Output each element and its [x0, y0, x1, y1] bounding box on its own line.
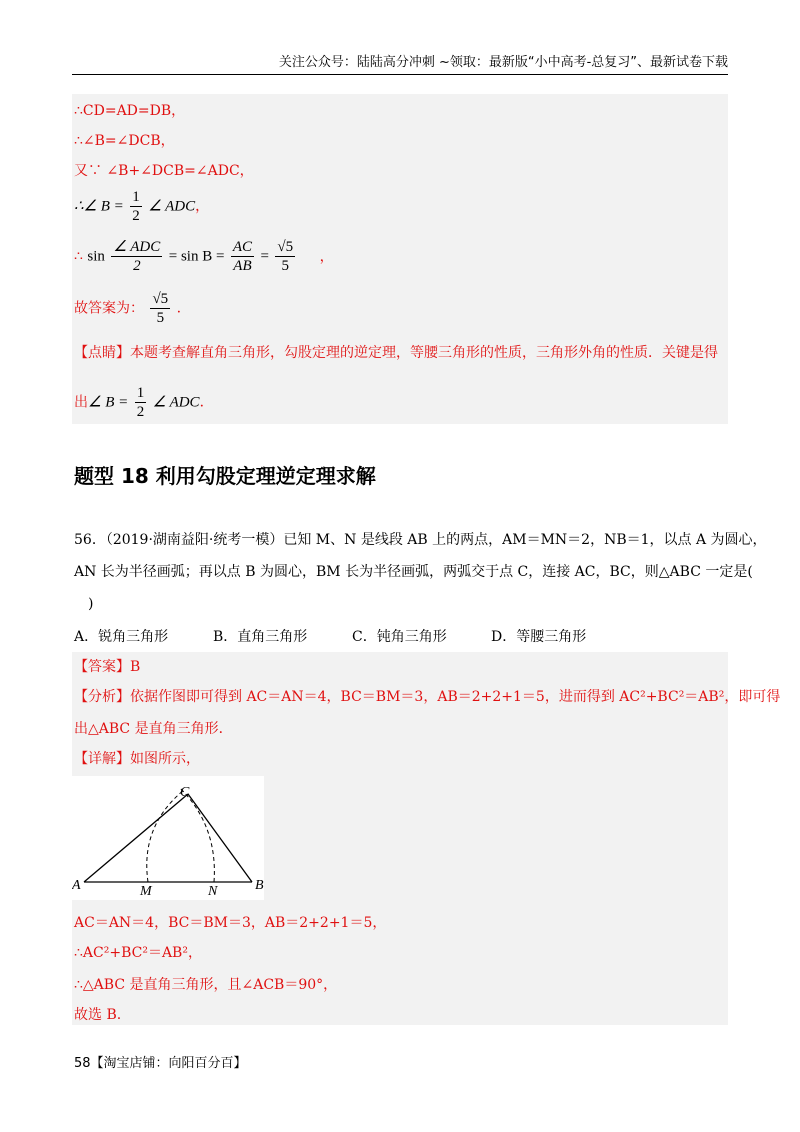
fraction-denominator: 5 [156, 310, 165, 326]
fraction-numerator: AC [232, 239, 253, 255]
arc-from-b [147, 790, 184, 882]
fraction-half [130, 188, 142, 225]
fraction-ac-over-ab [231, 238, 254, 275]
section-title: 题型 18 利用勾股定理逆定理求解 [74, 464, 376, 488]
fraction-denominator: 2 [136, 404, 145, 420]
fraction-numerator: 1 [132, 189, 140, 205]
detail-line1: AC＝AN＝4，BC＝BM＝3，AB＝2+2+1＝5， [74, 915, 387, 931]
answer-line: 【答案】B [74, 659, 141, 675]
fraction-numerator: √5 [152, 291, 169, 307]
fraction-sqrt5-over-5 [275, 238, 295, 275]
question-line1: 56．（2019·湖南益阳·统考一模）已知 M、N 是线段 AB 上的两点，AM＝MN＝2，NB＝1，以点 A 为圆心， [74, 532, 767, 548]
detail-line2: ∴AC²+BC²＝AB²， [74, 945, 202, 961]
label-n: N [208, 884, 218, 899]
fraction-numerator: ∠ ADC [113, 239, 161, 255]
solution1-line3: 又∵ ∠B+∠DCB=∠ADC， [74, 163, 254, 179]
fraction-half [135, 384, 147, 421]
solution1-comment-line1: 【点睛】本题考查解直角三角形，勾股定理的逆定理，等腰三角形的性质，三角形外角的性质．关键是得 [74, 345, 718, 361]
solution1-line4 [74, 188, 209, 225]
equation-lhs: ∴∠ B = [74, 198, 124, 215]
equation-rhs: ∠ ADC [148, 198, 196, 215]
question-line3: ) [88, 596, 94, 612]
line-end: ， [195, 198, 210, 215]
fraction-denominator: 2 [133, 258, 141, 274]
label-m: M [140, 884, 152, 899]
page-header [72, 54, 728, 75]
fraction-denominator: AB [233, 258, 252, 274]
header-text: 关注公众号：陆陆高分冲刺 ~领取：最新版“小中高考-总复习”、最新试卷下载 [278, 55, 728, 70]
sin-label: sin [87, 248, 105, 265]
line-end: . [176, 300, 182, 317]
solution1-line2: ∴∠B=∠DCB， [74, 133, 175, 149]
answer-label: 故答案为： [74, 300, 144, 317]
label-b: B [255, 878, 264, 893]
answer-fraction [150, 290, 170, 327]
label-c: C [180, 785, 190, 800]
analysis-line1: 【分析】依据作图即可得到 AC＝AN＝4，BC＝BM＝3，AB＝2+2+1＝5，进而得到 AC²+BC²＝AB²，即可得 [74, 689, 781, 705]
line-end: ． [199, 394, 214, 411]
solution1-line5 [74, 238, 334, 275]
fraction-numerator: √5 [277, 239, 294, 255]
sin-b: = sin B = [168, 248, 225, 265]
comment-prefix: 出 [74, 394, 88, 411]
segment-ac [84, 794, 188, 882]
fraction-denominator: 5 [281, 258, 290, 274]
option-d: D．等腰三角形 [491, 629, 587, 645]
detail-line3: ∴△ABC 是直角三角形，且∠ACB＝90°， [74, 977, 338, 993]
fraction-adc-over-2 [111, 238, 162, 275]
solution1-answer-line [74, 290, 181, 327]
analysis-line2: 出△ABC 是直角三角形． [74, 721, 233, 737]
equation-lhs: ∠ B = [88, 394, 129, 411]
geometry-figure [72, 776, 264, 900]
fraction-numerator: 1 [136, 385, 145, 401]
equation-rhs: ∠ ADC [152, 394, 200, 411]
equals-sign: = [260, 248, 269, 265]
question-line2: AN 长为半径画弧；再以点 B 为圆心，BM 长为半径画弧，两弧交于点 C，连接 AC，BC，则△ABC 一定是( [74, 564, 753, 580]
line-end: ， [319, 248, 334, 265]
therefore-symbol: ∴ [74, 248, 83, 265]
segment-bc [188, 794, 252, 882]
option-a: A．锐角三角形 [74, 629, 169, 645]
solution1-comment-line2 [74, 384, 214, 421]
option-c: C．钝角三角形 [352, 629, 447, 645]
detail-line4: 故选 B. [74, 1007, 122, 1023]
detail-label: 【详解】如图所示， [74, 751, 200, 767]
arc-from-a [180, 788, 214, 882]
fraction-denominator: 2 [132, 208, 140, 224]
option-b: B．直角三角形 [213, 629, 308, 645]
label-a: A [72, 878, 81, 893]
solution1-line1: ∴CD=AD=DB， [74, 103, 186, 119]
page-footer: 58【淘宝店铺：向阳百分百】 [74, 1056, 247, 1071]
triangle-diagram [72, 776, 264, 900]
